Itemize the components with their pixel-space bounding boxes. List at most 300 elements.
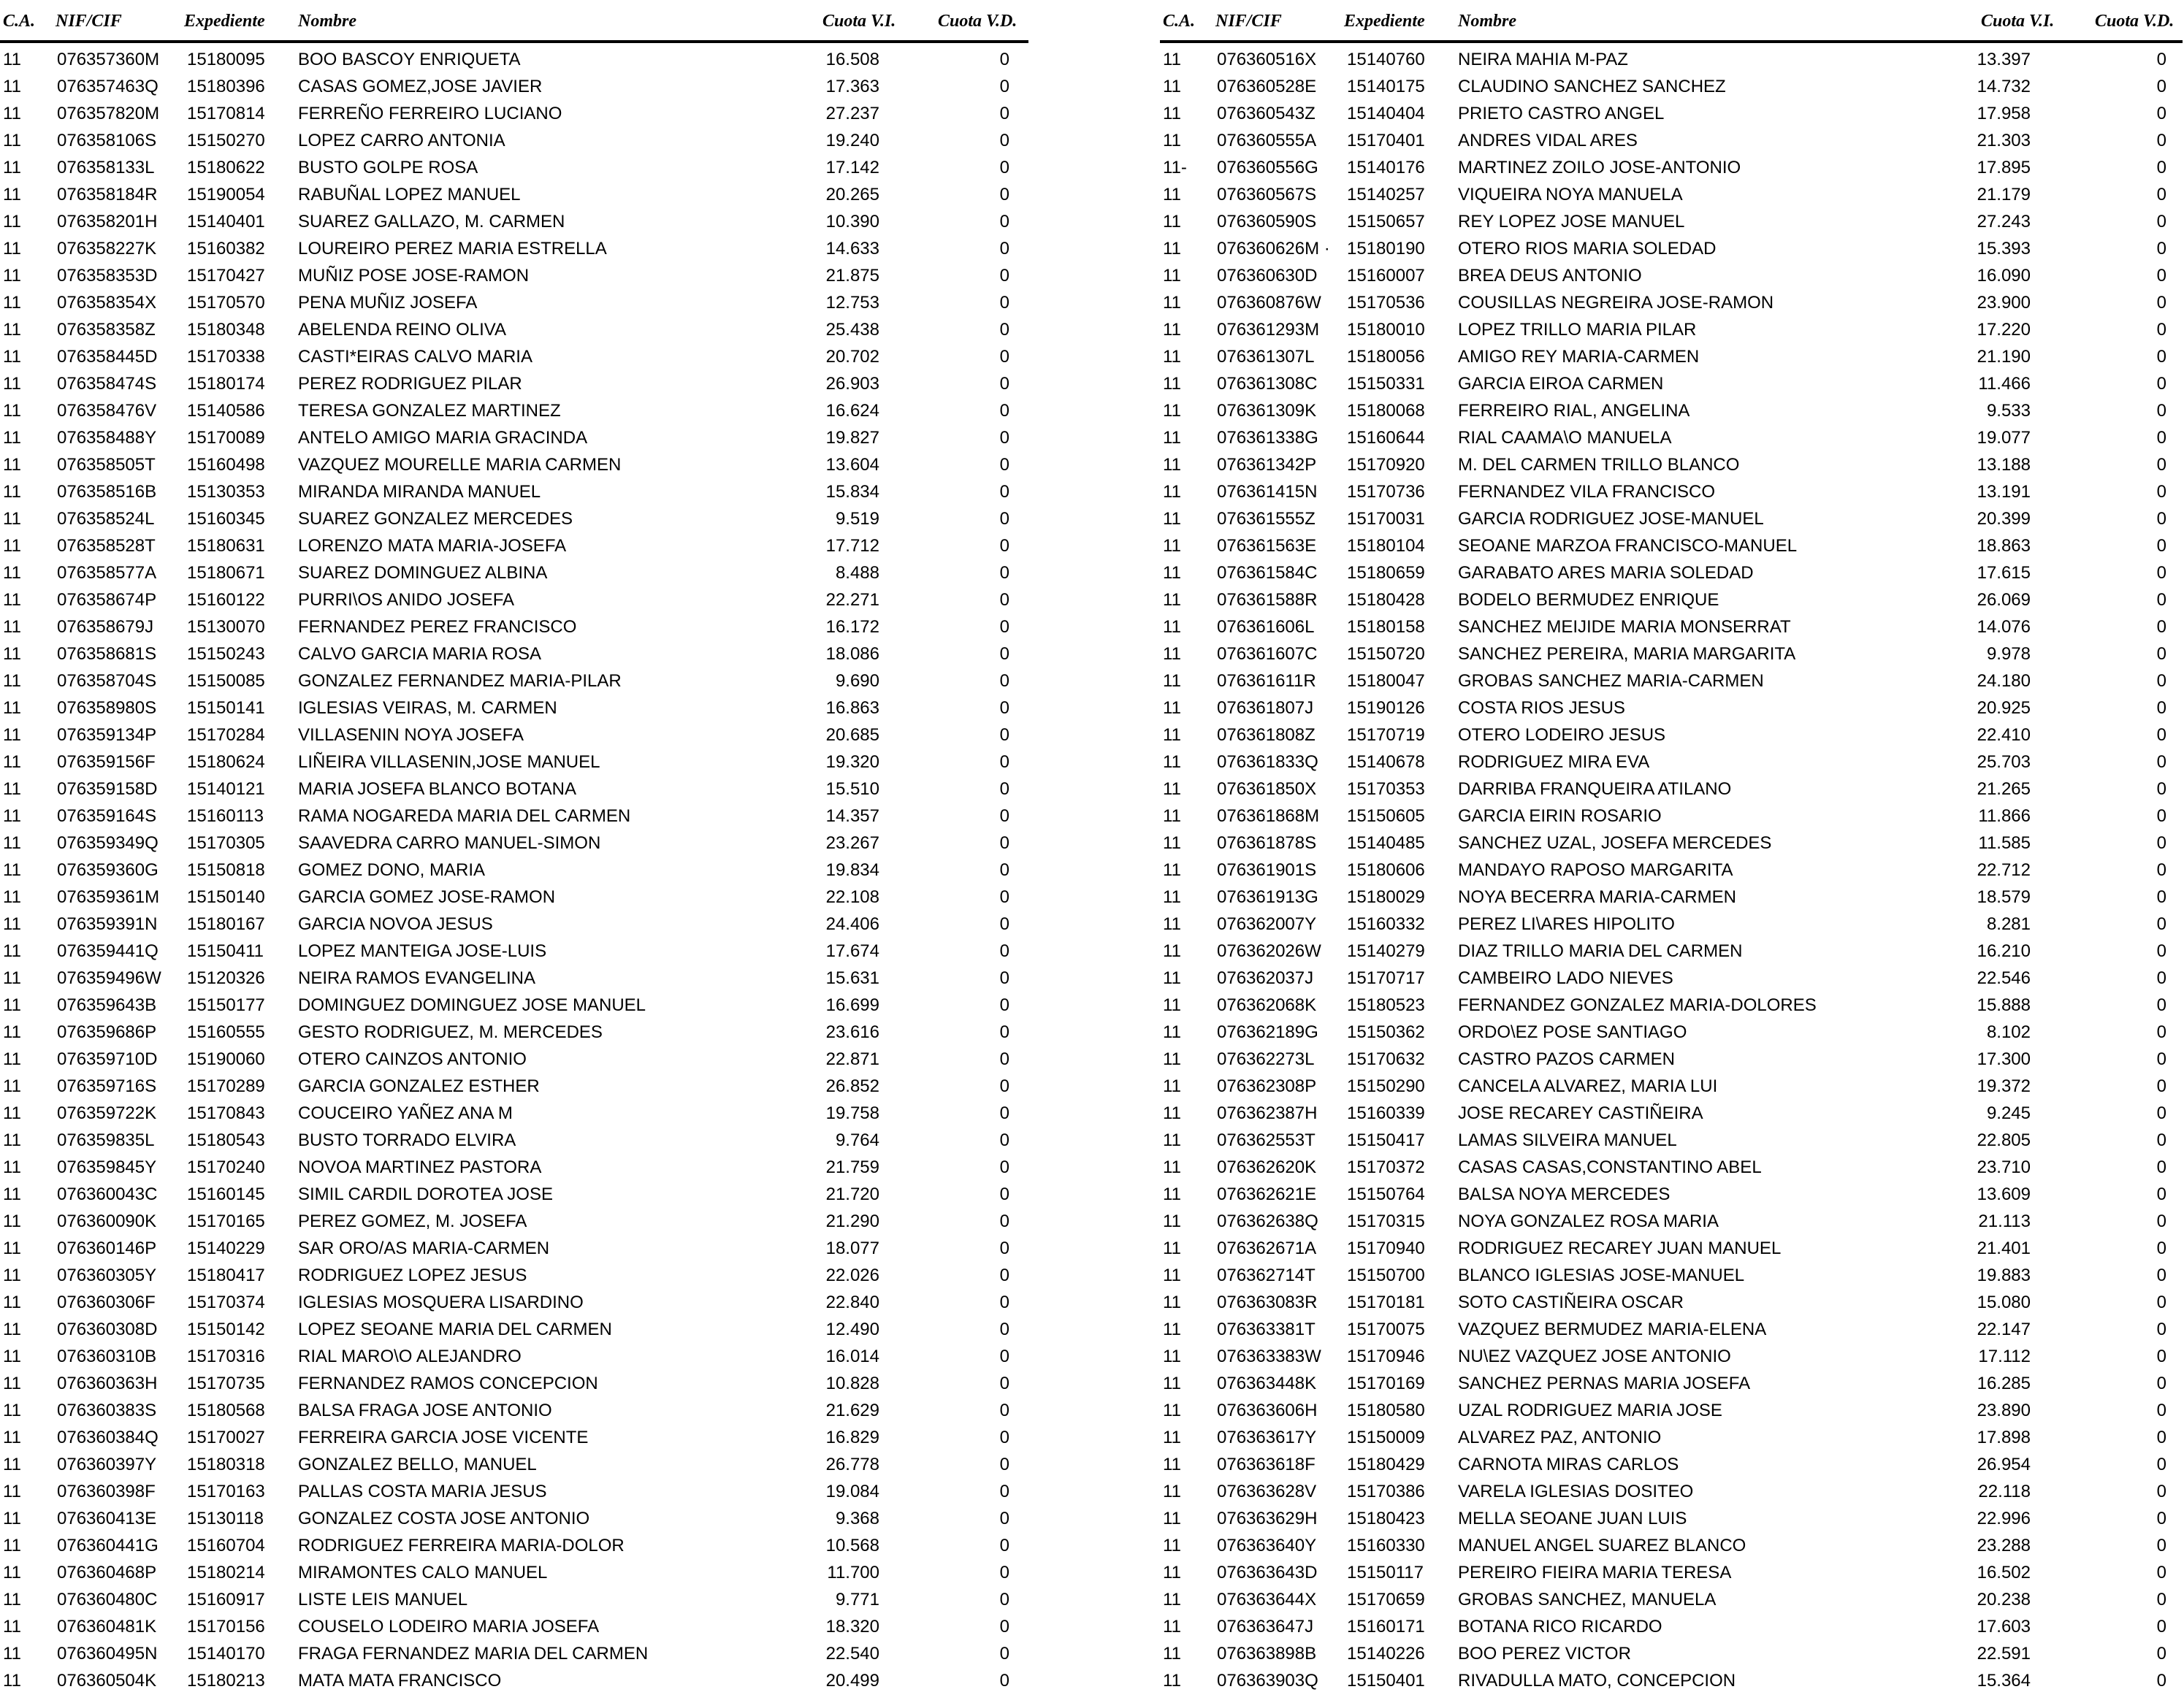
cell-expediente: 15170401	[1347, 131, 1425, 150]
cell-nif: 076360556G	[1217, 158, 1318, 177]
cell-nombre: IGLESIAS VEIRAS, M. CARMEN	[298, 698, 557, 718]
cell-cuota-vd: 0	[2156, 914, 2166, 934]
cell-nombre: GONZALEZ FERNANDEZ MARIA-PILAR	[298, 671, 622, 691]
cell-ca: 11	[3, 779, 21, 799]
cell-ca: 11	[1163, 1184, 1181, 1204]
cell-nombre: NEIRA MAHIA M-PAZ	[1458, 50, 1628, 69]
cell-ca: 11	[1163, 941, 1181, 961]
cell-cuota-vi: 20.399	[1977, 509, 2031, 529]
table-row	[0, 1017, 1045, 1044]
cell-nif: 076363903Q	[1217, 1671, 1318, 1691]
cell-cuota-vi: 9.533	[1986, 401, 2031, 421]
cell-nombre: CASAS CASAS,CONSTANTINO ABEL	[1458, 1157, 1762, 1177]
table-row	[1160, 1611, 2183, 1638]
cell-cuota-vi: 18.086	[825, 644, 879, 664]
table-row	[0, 1071, 1045, 1098]
cell-cuota-vd: 0	[999, 1211, 1009, 1231]
cell-expediente: 15180417	[187, 1266, 265, 1285]
cell-expediente: 15170659	[1347, 1590, 1425, 1609]
table-row	[1160, 1125, 2183, 1152]
table-row	[1160, 1260, 2183, 1287]
cell-expediente: 15150177	[187, 995, 265, 1015]
cell-nombre: MIRANDA MIRANDA MANUEL	[298, 482, 541, 502]
cell-cuota-vi: 11.585	[1978, 833, 2031, 853]
table-row	[1160, 638, 2183, 665]
table-row	[0, 557, 1045, 584]
cell-ca: 11	[3, 1103, 21, 1123]
cell-ca: 11	[1163, 806, 1181, 826]
cell-cuota-vi: 24.406	[825, 914, 879, 934]
cell-cuota-vd: 0	[2156, 1157, 2166, 1177]
cell-nif: 076360383S	[57, 1401, 157, 1420]
cell-ca: 11	[3, 968, 21, 988]
cell-ca: 11	[3, 509, 21, 529]
table-row	[1160, 1341, 2183, 1368]
cell-nombre: NOYA BECERRA MARIA-CARMEN	[1458, 887, 1736, 907]
cell-nif: 076362638Q	[1217, 1211, 1318, 1231]
table-row	[0, 422, 1045, 449]
cell-cuota-vd: 0	[999, 1320, 1009, 1339]
table-row	[1160, 1044, 2183, 1071]
cell-ca: 11	[3, 1671, 21, 1691]
cell-nombre: CANCELA ALVAREZ, MARIA LUI	[1458, 1076, 1718, 1096]
cell-nif: 076360308D	[57, 1320, 158, 1339]
cell-nif: 076358476V	[57, 401, 157, 421]
cell-nif: 076363647J	[1217, 1617, 1314, 1637]
cell-expediente: 15170717	[1347, 968, 1425, 988]
cell-ca: 11	[1163, 374, 1181, 394]
cell-cuota-vi: 26.778	[825, 1455, 879, 1474]
table-row	[0, 152, 1045, 179]
cell-nif: 076363629H	[1217, 1509, 1318, 1528]
cell-cuota-vi: 8.488	[835, 563, 879, 583]
cell-cuota-vi: 22.147	[1977, 1320, 2031, 1339]
cell-nombre: MANUEL ANGEL SUAREZ BLANCO	[1458, 1536, 1746, 1555]
cell-ca: 11	[3, 401, 21, 421]
cell-cuota-vi: 27.243	[1977, 212, 2031, 231]
cell-cuota-vd: 0	[2156, 185, 2166, 204]
cell-nombre: BREA DEUS ANTONIO	[1458, 266, 1642, 286]
cell-nombre: VAZQUEZ MOURELLE MARIA CARMEN	[298, 455, 622, 475]
cell-cuota-vi: 16.502	[1977, 1563, 2031, 1582]
cell-cuota-vd: 0	[999, 104, 1009, 123]
cell-cuota-vi: 19.240	[825, 131, 879, 150]
cell-expediente: 15140586	[187, 401, 265, 421]
cell-expediente: 15150720	[1347, 644, 1425, 664]
cell-nif: 076362026W	[1217, 941, 1321, 961]
cell-cuota-vd: 0	[999, 1509, 1009, 1528]
cell-ca: 11	[1163, 347, 1181, 367]
cell-cuota-vi: 19.077	[1977, 428, 2031, 448]
cell-nif: 076361309K	[1217, 401, 1317, 421]
cell-cuota-vi: 22.410	[1977, 725, 2031, 745]
cell-cuota-vd: 0	[2156, 1617, 2166, 1637]
cell-nombre: CASTRO PAZOS CARMEN	[1458, 1049, 1675, 1069]
cell-expediente: 15150362	[1347, 1022, 1425, 1042]
cell-cuota-vi: 15.834	[825, 482, 879, 502]
cell-cuota-vi: 13.188	[1977, 455, 2031, 475]
cell-ca: 11	[3, 1374, 21, 1393]
cell-cuota-vi: 26.954	[1977, 1455, 2031, 1474]
cell-expediente: 15170169	[1347, 1374, 1425, 1393]
cell-ca: 11	[3, 293, 21, 313]
table-row	[0, 206, 1045, 233]
table-row	[0, 125, 1045, 152]
cell-nombre: LISTE LEIS MANUEL	[298, 1590, 468, 1609]
cell-nombre: RODRIGUEZ FERREIRA MARIA-DOLOR	[298, 1536, 625, 1555]
cell-expediente: 15180214	[187, 1563, 265, 1582]
table-row	[1160, 503, 2183, 530]
left-listing	[0, 0, 1045, 1691]
cell-cuota-vd: 0	[2156, 752, 2166, 772]
cell-expediente: 15170027	[187, 1428, 265, 1447]
table-row	[1160, 1368, 2183, 1395]
cell-cuota-vd: 0	[999, 725, 1009, 745]
cell-cuota-vi: 13.609	[1977, 1184, 2031, 1204]
cell-nif: 076360543Z	[1217, 104, 1316, 123]
cell-ca: 11	[1163, 1022, 1181, 1042]
cell-nif: 076358679J	[57, 617, 154, 637]
cell-cuota-vd: 0	[999, 293, 1009, 313]
cell-nif: 076360397Y	[57, 1455, 157, 1474]
cell-ca: 11	[1163, 1103, 1181, 1123]
cell-cuota-vd: 0	[2156, 590, 2166, 610]
cell-expediente: 15160345	[187, 509, 265, 529]
cell-ca: 11	[1163, 968, 1181, 988]
table-row	[0, 692, 1045, 719]
cell-cuota-vi: 23.616	[825, 1022, 879, 1042]
cell-ca: 11	[1163, 293, 1181, 313]
cell-expediente: 15170920	[1347, 455, 1425, 475]
cell-nombre: RAMA NOGAREDA MARIA DEL CARMEN	[298, 806, 631, 826]
table-row	[0, 314, 1045, 341]
table-row	[1160, 1449, 2183, 1476]
cell-ca: 11	[3, 1211, 21, 1231]
cell-cuota-vi: 16.285	[1977, 1374, 2031, 1393]
cell-ca: 11	[1163, 725, 1181, 745]
cell-nif: 076363383W	[1217, 1347, 1321, 1366]
cell-expediente: 15180104	[1347, 536, 1425, 556]
cell-ca: 11	[1163, 995, 1181, 1015]
cell-cuota-vd: 0	[999, 1130, 1009, 1150]
cell-expediente: 15150657	[1347, 212, 1425, 231]
cell-cuota-vi: 24.180	[1977, 671, 2031, 691]
cell-cuota-vd: 0	[2156, 1022, 2166, 1042]
cell-expediente: 15170374	[187, 1293, 265, 1312]
table-row	[1160, 125, 2183, 152]
cell-expediente: 15180348	[187, 320, 265, 340]
cell-cuota-vi: 11.700	[827, 1563, 879, 1582]
cell-nif: 076360468P	[57, 1563, 157, 1582]
cell-nif: 076360043C	[57, 1184, 158, 1204]
cell-ca: 11	[1163, 509, 1181, 529]
table-row	[0, 449, 1045, 476]
cell-nombre: RIAL CAAMA\O MANUELA	[1458, 428, 1672, 448]
cell-ca: 11	[3, 77, 21, 96]
table-row	[1160, 1017, 2183, 1044]
cell-expediente: 15140229	[187, 1239, 265, 1258]
cell-nif: 076360876W	[1217, 293, 1321, 313]
cell-ca: 11	[3, 1536, 21, 1555]
table-row	[0, 44, 1045, 71]
cell-nif: 076358505T	[57, 455, 156, 475]
cell-ca: 11	[1163, 1482, 1181, 1501]
cell-nombre: RABUÑAL LOPEZ MANUEL	[298, 185, 521, 204]
cell-cuota-vi: 21.720	[825, 1184, 879, 1204]
cell-cuota-vi: 26.069	[1977, 590, 2031, 610]
table-row	[0, 1665, 1045, 1692]
cell-expediente: 15180167	[187, 914, 265, 934]
table-row	[0, 233, 1045, 260]
cell-cuota-vd: 0	[999, 1482, 1009, 1501]
cell-nif: 076361850X	[1217, 779, 1317, 799]
cell-nombre: PEREZ RODRIGUEZ PILAR	[298, 374, 522, 394]
cell-ca: 11	[1163, 1293, 1181, 1312]
right-header	[1160, 0, 2183, 44]
cell-cuota-vd: 0	[2156, 887, 2166, 907]
cell-cuota-vi: 17.712	[825, 536, 879, 556]
cell-cuota-vd: 0	[999, 1076, 1009, 1096]
cell-cuota-vi: 21.290	[825, 1211, 879, 1231]
cell-cuota-vd: 0	[2156, 401, 2166, 421]
cell-nombre: NEIRA RAMOS EVANGELINA	[298, 968, 535, 988]
table-row	[1160, 1071, 2183, 1098]
cell-ca: 11	[3, 1049, 21, 1069]
cell-nif: 076362621E	[1217, 1184, 1317, 1204]
cell-nombre: NU\EZ VAZQUEZ JOSE ANTONIO	[1458, 1347, 1731, 1366]
table-row	[0, 746, 1045, 773]
cell-nif: 076363381T	[1217, 1320, 1316, 1339]
cell-nombre: CASAS GOMEZ,JOSE JAVIER	[298, 77, 543, 96]
cell-expediente: 15140175	[1347, 77, 1425, 96]
table-row	[0, 584, 1045, 611]
cell-cuota-vd: 0	[999, 185, 1009, 204]
table-row	[0, 503, 1045, 530]
table-row	[1160, 854, 2183, 881]
table-row	[0, 98, 1045, 125]
cell-cuota-vi: 21.190	[1977, 347, 2031, 367]
header-expediente: Expediente	[1344, 12, 1425, 31]
table-row	[1160, 314, 2183, 341]
cell-cuota-vd: 0	[2156, 104, 2166, 123]
table-row	[0, 395, 1045, 422]
cell-nombre: SOTO CASTIÑEIRA OSCAR	[1458, 1293, 1684, 1312]
cell-ca: 11	[3, 833, 21, 853]
cell-nombre: FRAGA FERNANDEZ MARIA DEL CARMEN	[298, 1644, 649, 1664]
cell-expediente: 15160555	[187, 1022, 265, 1042]
cell-cuota-vd: 0	[2156, 320, 2166, 340]
cell-ca: 11	[3, 455, 21, 475]
cell-cuota-vd: 0	[2156, 563, 2166, 583]
cell-nif: 076360306F	[57, 1293, 156, 1312]
cell-cuota-vi: 16.829	[825, 1428, 879, 1447]
cell-expediente: 15150764	[1347, 1184, 1425, 1204]
cell-nombre: BALSA NOYA MERCEDES	[1458, 1184, 1671, 1204]
cell-expediente: 15180631	[187, 536, 265, 556]
cell-nombre: ALVAREZ PAZ, ANTONIO	[1458, 1428, 1662, 1447]
cell-cuota-vd: 0	[2156, 644, 2166, 664]
cell-cuota-vi: 17.363	[825, 77, 879, 96]
cell-expediente: 15170316	[187, 1347, 265, 1366]
cell-nif: 076360305Y	[57, 1266, 157, 1285]
cell-cuota-vi: 15.393	[1977, 239, 2031, 259]
table-row	[0, 773, 1045, 800]
cell-nif: 076363640Y	[1217, 1536, 1317, 1555]
cell-expediente: 15150401	[1347, 1671, 1425, 1691]
header-ca: C.A.	[3, 12, 36, 31]
cell-cuota-vd: 0	[999, 671, 1009, 691]
cell-nif: 076361307L	[1217, 347, 1315, 367]
cell-ca: 11	[3, 1076, 21, 1096]
cell-expediente: 15180029	[1347, 887, 1425, 907]
cell-cuota-vd: 0	[999, 1049, 1009, 1069]
cell-cuota-vi: 16.508	[825, 50, 879, 69]
cell-nombre: BUSTO GOLPE ROSA	[298, 158, 478, 177]
cell-nombre: MARIA JOSEFA BLANCO BOTANA	[298, 779, 576, 799]
cell-cuota-vd: 0	[999, 887, 1009, 907]
cell-nombre: OTERO LODEIRO JESUS	[1458, 725, 1666, 745]
cell-expediente: 15150290	[1347, 1076, 1425, 1096]
cell-expediente: 15140121	[187, 779, 265, 799]
cell-nif: 076359686P	[57, 1022, 157, 1042]
cell-expediente: 15140760	[1347, 50, 1425, 69]
cell-cuota-vd: 0	[2156, 1049, 2166, 1069]
cell-expediente: 15180047	[1347, 671, 1425, 691]
cell-cuota-vi: 21.113	[1978, 1211, 2031, 1231]
cell-expediente: 15180056	[1347, 347, 1425, 367]
cell-expediente: 15180213	[187, 1671, 265, 1691]
table-row	[1160, 1206, 2183, 1233]
cell-nif: 076361342P	[1217, 455, 1317, 475]
cell-cuota-vi: 17.112	[1978, 1347, 2031, 1366]
cell-cuota-vi: 14.732	[1977, 77, 2031, 96]
cell-nif: 076359845Y	[57, 1157, 157, 1177]
cell-cuota-vd: 0	[2156, 671, 2166, 691]
cell-nombre: GARCIA NOVOA JESUS	[298, 914, 493, 934]
table-row	[0, 719, 1045, 746]
cell-nombre: RIAL MARO\O ALEJANDRO	[298, 1347, 522, 1366]
cell-cuota-vi: 21.265	[1977, 779, 2031, 799]
cell-nombre: DARRIBA FRANQUEIRA ATILANO	[1458, 779, 1732, 799]
cell-ca: 11	[3, 482, 21, 502]
cell-nombre: BODELO BERMUDEZ ENRIQUE	[1458, 590, 1719, 610]
cell-cuota-vi: 26.852	[825, 1076, 879, 1096]
cell-cuota-vd: 0	[999, 1022, 1009, 1042]
cell-expediente: 15150331	[1347, 374, 1425, 394]
cell-cuota-vd: 0	[2156, 1536, 2166, 1555]
cell-nombre: UZAL RODRIGUEZ MARIA JOSE	[1458, 1401, 1722, 1420]
cell-cuota-vd: 0	[999, 374, 1009, 394]
table-row	[0, 1206, 1045, 1233]
cell-nif: 076358516B	[57, 482, 157, 502]
cell-nif: 076359164S	[57, 806, 157, 826]
cell-cuota-vi: 9.771	[835, 1590, 879, 1609]
cell-ca: 11	[1163, 1130, 1181, 1150]
cell-nombre: VILLASENIN NOYA JOSEFA	[298, 725, 524, 745]
cell-nombre: SAAVEDRA CARRO MANUEL-SIMON	[298, 833, 601, 853]
cell-nif: 076362387H	[1217, 1103, 1318, 1123]
cell-nif: 076362189G	[1217, 1022, 1318, 1042]
cell-cuota-vi: 21.401	[1977, 1239, 2031, 1258]
table-row	[0, 611, 1045, 638]
cell-nif: 076359360G	[57, 860, 159, 880]
cell-expediente: 15140176	[1347, 158, 1425, 177]
cell-cuota-vd: 0	[2156, 860, 2166, 880]
cell-cuota-vi: 22.996	[1977, 1509, 2031, 1528]
cell-cuota-vi: 16.172	[825, 617, 879, 637]
cell-ca: 11	[1163, 1671, 1181, 1691]
cell-expediente: 15170353	[1347, 779, 1425, 799]
cell-ca: 11	[3, 698, 21, 718]
cell-cuota-vd: 0	[2156, 158, 2166, 177]
cell-ca: 11	[3, 887, 21, 907]
cell-nif: 076358524L	[57, 509, 155, 529]
cell-ca: 11	[3, 1239, 21, 1258]
cell-expediente: 15180606	[1347, 860, 1425, 880]
cell-cuota-vi: 21.303	[1977, 131, 2031, 150]
cell-ca: 11	[1163, 752, 1181, 772]
cell-ca: 11	[1163, 536, 1181, 556]
cell-nif: 076358184R	[57, 185, 158, 204]
cell-expediente: 15170386	[1347, 1482, 1425, 1501]
cell-nif: 076361563E	[1217, 536, 1317, 556]
cell-cuota-vi: 18.863	[1977, 536, 2031, 556]
cell-ca: 11	[3, 671, 21, 691]
table-row	[1160, 1638, 2183, 1665]
header-expediente: Expediente	[184, 12, 265, 31]
cell-cuota-vi: 20.238	[1977, 1590, 2031, 1609]
cell-nombre: BALSA FRAGA JOSE ANTONIO	[298, 1401, 552, 1420]
cell-cuota-vd: 0	[2156, 1374, 2166, 1393]
table-row	[0, 71, 1045, 98]
cell-nif: 076358980S	[57, 698, 157, 718]
cell-cuota-vd: 0	[2156, 1428, 2166, 1447]
cell-nif: 076359156F	[57, 752, 156, 772]
cell-cuota-vi: 19.084	[825, 1482, 879, 1501]
cell-nif: 076361807J	[1217, 698, 1314, 718]
cell-cuota-vi: 20.685	[825, 725, 879, 745]
cell-cuota-vd: 0	[2156, 212, 2166, 231]
cell-nombre: PURRI\OS ANIDO JOSEFA	[298, 590, 515, 610]
cell-expediente: 15170735	[187, 1374, 265, 1393]
cell-cuota-vd: 0	[999, 1590, 1009, 1609]
cell-nif: 076358354X	[57, 293, 157, 313]
cell-cuota-vd: 0	[999, 1455, 1009, 1474]
cell-nombre: ANTELO AMIGO MARIA GRACINDA	[298, 428, 588, 448]
cell-cuota-vd: 0	[2156, 1401, 2166, 1420]
table-row	[0, 638, 1045, 665]
table-row	[0, 962, 1045, 989]
cell-cuota-vd: 0	[999, 158, 1009, 177]
cell-nif: 076360626M ·	[1217, 239, 1330, 259]
cell-cuota-vi: 18.320	[825, 1617, 879, 1637]
cell-ca: 11	[1163, 50, 1181, 69]
cell-nombre: PEREIRO FIEIRA MARIA TERESA	[1458, 1563, 1732, 1582]
cell-ca: 11	[1163, 455, 1181, 475]
cell-nombre: FERNANDEZ RAMOS CONCEPCION	[298, 1374, 598, 1393]
cell-nif: 076361293M	[1217, 320, 1320, 340]
cell-cuota-vd: 0	[999, 509, 1009, 529]
cell-cuota-vi: 15.510	[825, 779, 879, 799]
cell-nif: 076361415N	[1217, 482, 1318, 502]
cell-cuota-vi: 22.805	[1977, 1130, 2031, 1150]
cell-expediente: 15180318	[187, 1455, 265, 1474]
header-nombre: Nombre	[298, 12, 356, 31]
cell-nombre: BOTANA RICO RICARDO	[1458, 1617, 1662, 1637]
cell-nombre: GROBAS SANCHEZ MARIA-CARMEN	[1458, 671, 1764, 691]
table-row	[0, 368, 1045, 395]
table-row	[0, 1422, 1045, 1449]
